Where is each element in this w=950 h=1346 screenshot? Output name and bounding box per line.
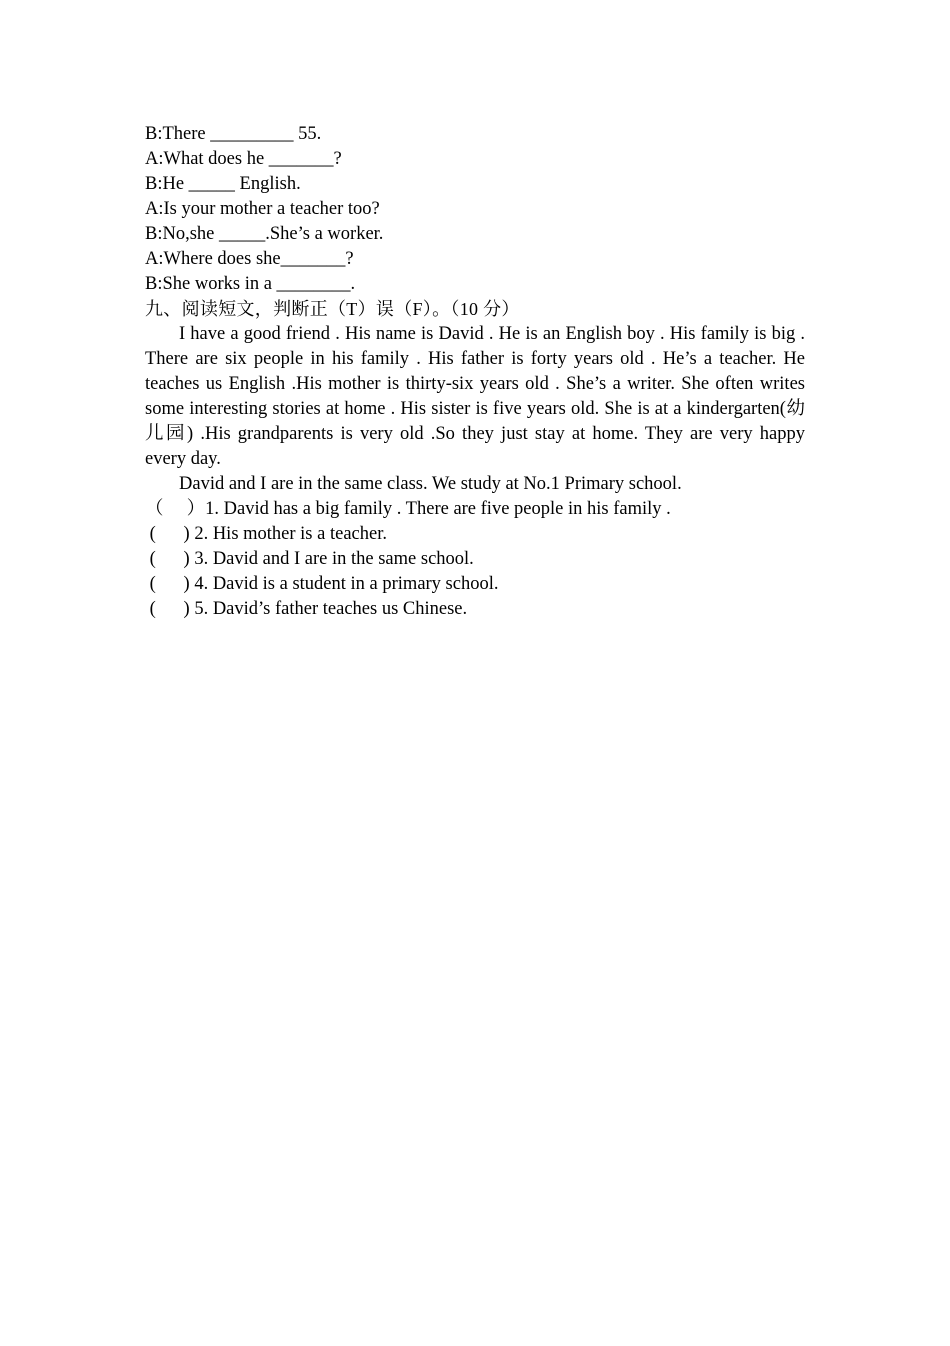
dialogue-line-7: B:She works in a ________. bbox=[145, 274, 356, 294]
question-item-2: ( ) 2. His mother is a teacher. bbox=[145, 524, 387, 544]
dialogue-line-4: A:Is your mother a teacher too? bbox=[145, 199, 380, 219]
question-item-3: ( ) 3. David and I are in the same school. bbox=[145, 549, 474, 569]
worksheet-page bbox=[145, 122, 805, 622]
question-item-5: ( ) 5. David’s father teaches us Chinese. bbox=[145, 599, 468, 619]
question-item-1: （ ）1. David has a big family . There are five people in his family . bbox=[145, 499, 671, 519]
section-heading: 九、阅读短文，判断正（T）误（F）。（10 分） bbox=[145, 299, 520, 319]
question-item-4: ( ) 4. David is a student in a primary school. bbox=[145, 574, 499, 594]
passage-paragraph-2: David and I are in the same class. We study at No.1 Primary school. bbox=[179, 474, 682, 494]
question-list bbox=[145, 497, 805, 622]
dialogue-line-2: A:What does he _______? bbox=[145, 149, 342, 169]
dialogue-line-3: B:He _____ English. bbox=[145, 174, 301, 194]
dialogue-line-5: B:No,she _____.She’s a worker. bbox=[145, 224, 384, 244]
dialogue-line-1: B:There _________ 55. bbox=[145, 124, 322, 144]
passage-paragraph-1: I have a good friend . His name is David . He is an English boy . His family is big . There are six people in his family . His father is forty years old . He’s a teacher. He teaches us English .His mother is thirty-six years old . She’s a writer. She often writes some interesting stories at home . His sister is five years old. She is at a kindergarten(幼儿园) .His grandparents is very old .So they just stay at home. They are very happy every day. bbox=[145, 324, 805, 469]
dialogue-section bbox=[145, 122, 805, 297]
dialogue-line-6: A:Where does she_______? bbox=[145, 249, 354, 269]
